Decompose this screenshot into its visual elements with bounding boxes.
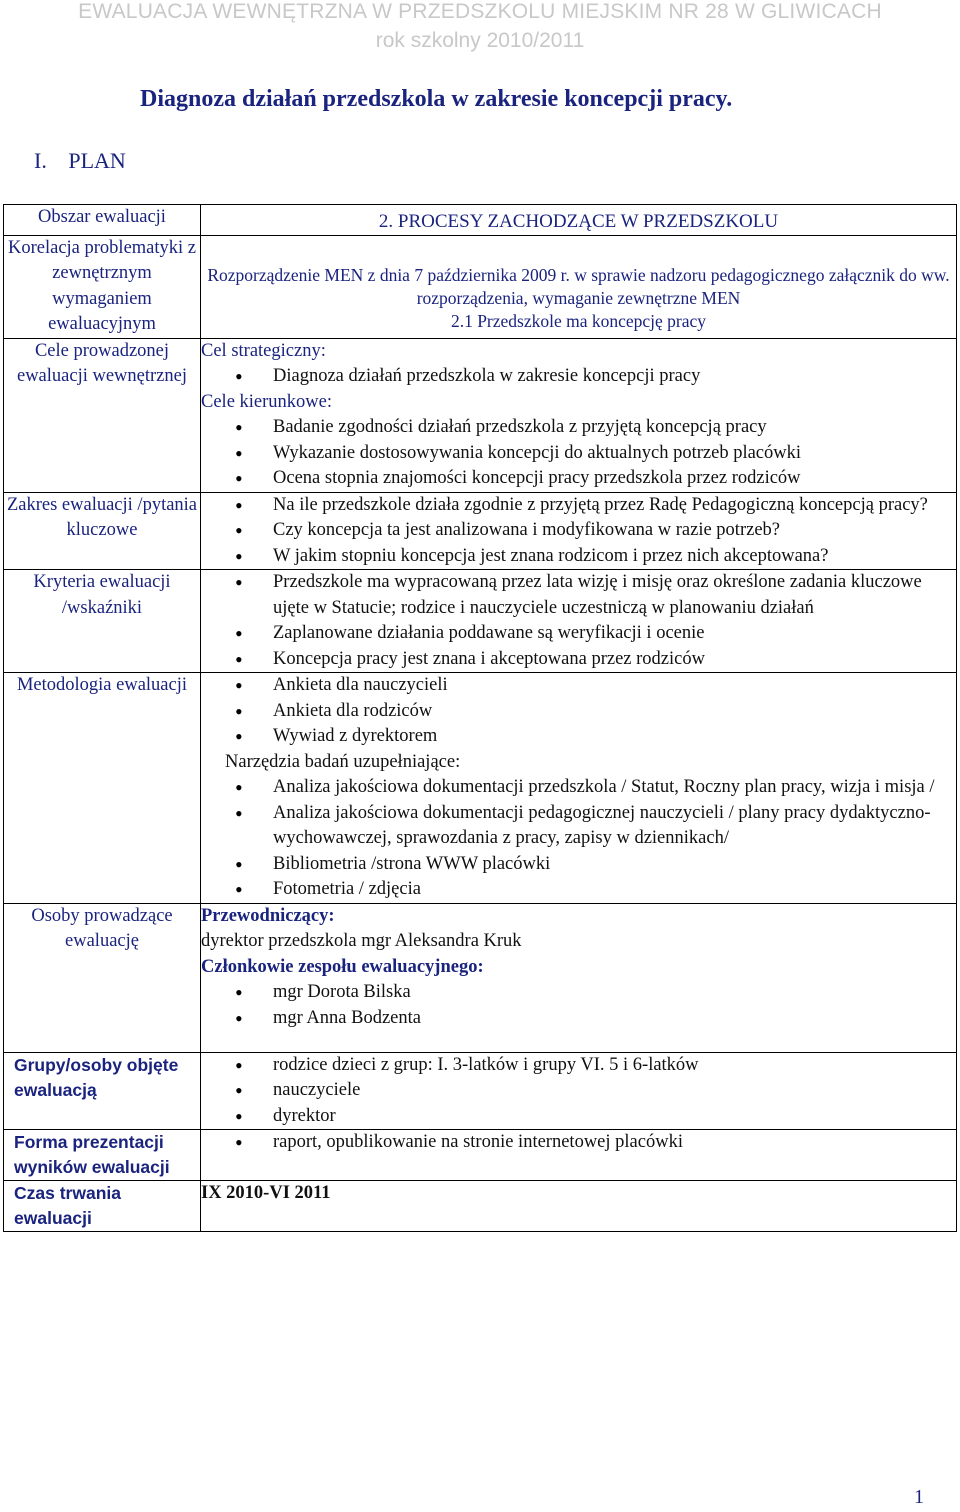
section-name: PLAN (68, 148, 126, 173)
section-heading (34, 148, 126, 174)
list-item: • Zaplanowane działania poddawane są weryfikacji i ocenie (201, 621, 956, 647)
value-obszar (201, 205, 957, 236)
value-korelacja (201, 235, 957, 338)
label-forma: Forma prezentacji wyników ewaluacji (4, 1130, 201, 1181)
row-cele (4, 338, 957, 492)
row-kryteria (4, 570, 957, 673)
criteria-list (201, 570, 956, 672)
value-kryteria (201, 570, 957, 673)
directional-goals-label: Cele kierunkowe: (201, 391, 332, 412)
row-metodologia (4, 673, 957, 904)
row-korelacja (4, 235, 957, 338)
document-header: EWALUACJA WEWNĘTRZNA W PRZEDSZKOLU MIEJSKIM NR 28 W GLIWICACH (78, 0, 882, 23)
groups-list (201, 1053, 956, 1130)
list-item: • mgr Anna Bodzenta (201, 1006, 956, 1032)
label-kryteria: Kryteria ewaluacji /wskaźniki (4, 570, 201, 673)
label-obszar: Obszar ewaluacji (4, 205, 201, 236)
label-cele: Cele prowadzonej ewaluacji wewnętrznej (4, 338, 201, 492)
regulation-text: Rozporządzenie MEN z dnia 7 października 2009 r. w sprawie nadzoru pedagogicznego załącznik do ww. rozporządzenia, wymaganie zewnętrzne MEN (207, 264, 950, 308)
list-item: • nauczyciele (201, 1078, 956, 1104)
value-zakres (201, 492, 957, 570)
list-item: • Diagnoza działań przedszkola w zakresie koncepcji pracy (201, 364, 956, 390)
methods-list (201, 673, 956, 750)
row-grupy (4, 1052, 957, 1130)
list-item: • raport, opublikowanie na stronie internetowej placówki (201, 1130, 956, 1156)
list-item: • Analiza jakościowa dokumentacji przedszkola / Statut, Roczny plan pracy, wizja i misja / (201, 775, 956, 801)
members-list (201, 980, 956, 1031)
label-korelacja: Korelacja problematyki z zewnętrznym wymaganiem ewaluacyjnym (4, 235, 201, 338)
label-czas: Czas trwania ewaluacji (4, 1181, 201, 1232)
list-item: • Wywiad z dyrektorem (201, 724, 956, 750)
row-czas (4, 1181, 957, 1232)
document-title: Diagnoza działań przedszkola w zakresie koncepcji pracy. (140, 86, 733, 112)
label-metodologia: Metodologia ewaluacji (4, 673, 201, 904)
label-osoby: Osoby prowadzące ewaluację (4, 903, 201, 1052)
row-obszar (4, 205, 957, 236)
chair-name: dyrektor przedszkola mgr Aleksandra Kruk (201, 931, 522, 951)
key-questions-list (201, 493, 956, 570)
label-zakres: Zakres ewaluacji /pytania kluczowe (4, 492, 201, 570)
presentation-list (201, 1130, 956, 1156)
list-item: • W jakim stopniu koncepcja jest znana rodzicom i przez nich akceptowana? (201, 544, 956, 570)
evaluation-plan-table (3, 204, 957, 1232)
supplementary-tools-label: Narzędzia badań uzupełniające: (225, 751, 461, 772)
list-item: • Koncepcja pracy jest znana i akceptowana przez rodziców (201, 647, 956, 673)
list-item: • Badanie zgodności działań przedszkola z przyjętą koncepcją pracy (201, 415, 956, 441)
section-number: I. (34, 148, 47, 173)
chair-label: Przewodniczący: (201, 905, 335, 926)
value-czas: IX 2010-VI 2011 (201, 1181, 957, 1232)
strategic-goal-list (201, 364, 956, 390)
list-item: • Na ile przedszkole działa zgodnie z przyjętą przez Radę Pedagogiczną koncepcją pracy? (201, 493, 956, 519)
members-label: Członkowie zespołu ewaluacyjnego: (201, 956, 484, 977)
list-item: • Ocena stopnia znajomości koncepcji pracy przedszkola przez rodziców (201, 466, 956, 492)
list-item: • rodzice dzieci z grup: I. 3-latków i grupy VI. 5 i 6-latków (201, 1053, 956, 1079)
list-item: • Ankieta dla nauczycieli (201, 673, 956, 699)
row-forma (4, 1130, 957, 1181)
directional-goals-list (201, 415, 956, 492)
list-item: • Ankieta dla rodziców (201, 699, 956, 725)
external-requirement: 2.1 Przedszkole ma koncepcję pracy (450, 310, 707, 331)
value-cele (201, 338, 957, 492)
list-item: • Fotometria / zdjęcia (201, 877, 956, 903)
row-osoby (4, 903, 957, 1052)
school-year: rok szkolny 2010/2011 (375, 29, 585, 52)
value-metodologia (201, 673, 957, 904)
list-item: • mgr Dorota Bilska (201, 980, 956, 1006)
page-number: 1 (914, 1486, 924, 1508)
list-item: • Bibliometria /strona WWW placówki (201, 852, 956, 878)
list-item: • Wykazanie dostosowywania koncepcji do aktualnych potrzeb placówki (201, 441, 956, 467)
area-title: 2. PROCESY ZACHODZĄCE W PRZEDSZKOLU (378, 211, 779, 232)
list-item: • Czy koncepcja ta jest analizowana i modyfikowana w razie potrzeb? (201, 518, 956, 544)
value-osoby (201, 903, 957, 1052)
list-item: • dyrektor (201, 1104, 956, 1130)
list-item: • Przedszkole ma wypracowaną przez lata wizję i misję oraz określone zadania kluczowe ujęte w Statucie; rodzice i nauczyciele uczestniczą w planowaniu działań (201, 570, 956, 621)
supplementary-tools-list (201, 775, 956, 903)
label-grupy: Grupy/osoby objęte ewaluacją (4, 1052, 201, 1130)
strategic-goal-label: Cel strategiczny: (201, 340, 326, 361)
value-forma (201, 1130, 957, 1181)
list-item: • Analiza jakościowa dokumentacji pedagogicznej nauczycieli / plany pracy dydaktyczno-wychowawczej, sprawozdania z pracy, zapisy w dziennikach/ (201, 801, 956, 852)
row-zakres (4, 492, 957, 570)
value-grupy (201, 1052, 957, 1130)
